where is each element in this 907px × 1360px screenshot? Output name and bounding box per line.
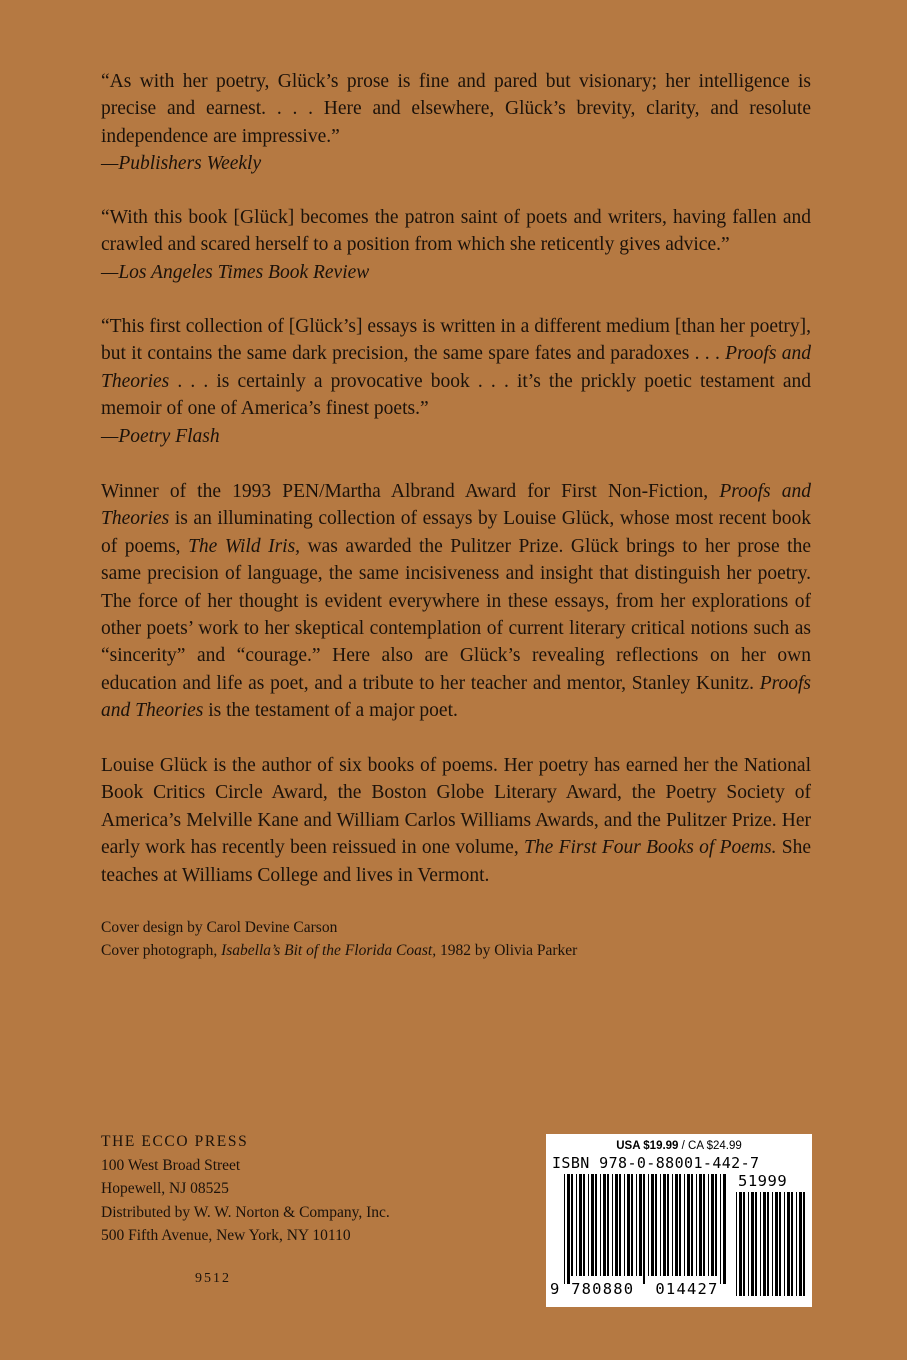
barcode-bar bbox=[796, 1192, 797, 1296]
barcode-bar bbox=[763, 1192, 766, 1296]
barcode-bar bbox=[720, 1174, 721, 1284]
barcode-bar bbox=[595, 1174, 597, 1276]
cover-credits bbox=[101, 916, 577, 962]
barcode-bar bbox=[715, 1174, 717, 1276]
barcode-bar bbox=[751, 1192, 754, 1296]
book-title: The Wild Iris, bbox=[188, 535, 301, 557]
barcode-bar bbox=[748, 1192, 749, 1296]
barcode-bar bbox=[631, 1174, 633, 1276]
barcode-bar bbox=[663, 1174, 666, 1276]
barcode-bar bbox=[699, 1174, 702, 1276]
barcode-bar bbox=[648, 1174, 649, 1276]
barcode-bar bbox=[739, 1192, 742, 1296]
barcode-bar bbox=[691, 1174, 693, 1276]
review-quote bbox=[101, 313, 811, 450]
quote-text: “With this book [Glück] becomes the patron saint of poets and writers, having fallen and crawled and scared herself to a position from which she reticently gives advice.” bbox=[101, 207, 811, 256]
ean-digits: 9 780880 014427 bbox=[550, 1280, 719, 1298]
distributor: Distributed by W. W. Norton & Company, Inc. bbox=[101, 1203, 390, 1221]
publisher-city: Hopewell, NJ 08525 bbox=[101, 1180, 229, 1197]
barcode-bar bbox=[660, 1174, 661, 1276]
barcode-bar bbox=[675, 1174, 678, 1276]
quote-attribution: —Poetry Flash bbox=[101, 425, 220, 447]
barcode-bar bbox=[667, 1174, 669, 1276]
barcode-bar bbox=[567, 1174, 570, 1284]
barcode-bar bbox=[743, 1192, 745, 1296]
quote-attribution: —Los Angeles Times Book Review bbox=[101, 261, 370, 283]
barcode-bar bbox=[576, 1174, 577, 1276]
barcode-bar bbox=[636, 1174, 637, 1276]
author-bio: Louise Glück is the author of six books of poems. Her poetry has earned her the National Book Critics Circle Award, the Boston Globe Literary Award, the Poetry Society of America’s Melville Kane and William Carlos Williams Awards, and the Pulitzer Prize. Her early work has recently been reissued in one volume, The First Four Books of Poems. She teaches at Williams College and lives in Vermont. bbox=[101, 755, 812, 886]
barcode-bar bbox=[672, 1174, 673, 1276]
barcode-bar bbox=[760, 1192, 761, 1296]
review-quote bbox=[101, 204, 811, 286]
product-code: 9512 bbox=[195, 1271, 231, 1286]
barcode-bar bbox=[711, 1174, 714, 1276]
barcode-bar bbox=[588, 1174, 589, 1276]
barcode-bar bbox=[627, 1174, 630, 1276]
barcode-bar bbox=[784, 1192, 785, 1296]
barcode-bar bbox=[791, 1192, 793, 1296]
barcode-bar bbox=[571, 1174, 573, 1276]
barcode-bar bbox=[703, 1174, 705, 1276]
barcode-bar bbox=[612, 1174, 613, 1276]
barcode-bar bbox=[723, 1174, 726, 1284]
addon-digits: 51999 bbox=[738, 1172, 788, 1190]
barcode-bar bbox=[639, 1174, 642, 1276]
publisher-address: 100 West Broad Street bbox=[101, 1156, 241, 1174]
barcode-bar bbox=[591, 1174, 594, 1276]
quote-text: “This first collection of [Glück’s] essays is written in a different medium [than her poetry], but it contains the same dark precision, the same spare fates and paradoxes . . . Proofs and Theories . . . is certainly a provocative book . . . it’s the prickly poetic testament and memoir of one of America’s finest poets.” bbox=[101, 316, 811, 420]
barcode-bar bbox=[696, 1174, 697, 1276]
barcode-bar bbox=[736, 1192, 737, 1296]
barcode-bar bbox=[687, 1174, 690, 1276]
barcode-bar bbox=[564, 1174, 565, 1284]
barcode-bar bbox=[651, 1174, 654, 1276]
barcode-bar bbox=[619, 1174, 621, 1276]
barcode-bar bbox=[803, 1192, 805, 1296]
barcode-bar bbox=[684, 1174, 685, 1276]
barcode-bar bbox=[708, 1174, 709, 1276]
book-title: Proofs and Theories bbox=[101, 672, 811, 722]
cover-design-credit: Cover design by Carol Devine Carson bbox=[101, 919, 338, 936]
book-title: Proofs and Theories bbox=[101, 343, 811, 392]
barcode-bar bbox=[579, 1174, 582, 1276]
barcode-bar bbox=[799, 1192, 802, 1296]
barcode-label bbox=[546, 1134, 812, 1307]
review-quote bbox=[101, 68, 811, 178]
barcode-bar bbox=[775, 1192, 778, 1296]
book-title: Proofs and Theories bbox=[101, 481, 811, 530]
isbn-text: ISBN 978-0-88001-442-7 bbox=[552, 1154, 760, 1172]
cover-photo-credit: Cover photograph, Isabella’s Bit of the Florida Coast, 1982 by Olivia Parker bbox=[101, 942, 578, 959]
publisher-name: THE ECCO PRESS bbox=[101, 1133, 249, 1150]
book-title: The First Four Books of Poems. bbox=[524, 837, 777, 859]
distributor-address: 500 Fifth Avenue, New York, NY 10110 bbox=[101, 1227, 351, 1244]
barcode-bar bbox=[655, 1174, 657, 1276]
barcode-bar bbox=[772, 1192, 773, 1296]
barcode-bar bbox=[755, 1192, 757, 1296]
barcode-bar bbox=[787, 1192, 790, 1296]
barcode-bar bbox=[607, 1174, 609, 1276]
barcode-bar bbox=[603, 1174, 606, 1276]
barcode-bar bbox=[624, 1174, 625, 1276]
price: USA $19.99 / CA $24.99 bbox=[616, 1140, 742, 1152]
barcode-bar bbox=[679, 1174, 681, 1276]
barcode-bar bbox=[583, 1174, 585, 1276]
quote-attribution: —Publishers Weekly bbox=[101, 153, 262, 175]
barcode-bar bbox=[615, 1174, 618, 1276]
publisher-info bbox=[101, 1130, 390, 1248]
quote-text: “As with her poetry, Glück’s prose is fine and pared but visionary; her intelligence is precise and earnest. . . . Here and elsewhere, Glück’s brevity, clarity, and resolute independence are impressive.” bbox=[101, 71, 811, 147]
barcode-bar bbox=[643, 1174, 645, 1284]
barcode-bar bbox=[600, 1174, 601, 1276]
book-description: Winner of the 1993 PEN/Martha Albrand Award for First Non-Fiction, Proofs and Theories is an illuminating collection of essays by Louise Glück, whose most recent book of poems, The Wild Iris, was awarded the Pulitzer Prize. Glück brings to her prose the same precision of language, the same incisiveness and insight that distinguish her poetry. The force of her thought is evident everywhere in these essays, from her explorations of other poets’ work to her skeptical contemplation of current literary critical notions such as “sincerity” and “courage.” Here also are Glück’s revealing reflections on her own education and life as poet, and a tribute to her teacher and mentor, Stanley Kunitz. Proofs and Theories is the testament of a major poet. bbox=[101, 481, 812, 722]
barcode-bar bbox=[767, 1192, 769, 1296]
barcode-bar bbox=[779, 1192, 781, 1296]
